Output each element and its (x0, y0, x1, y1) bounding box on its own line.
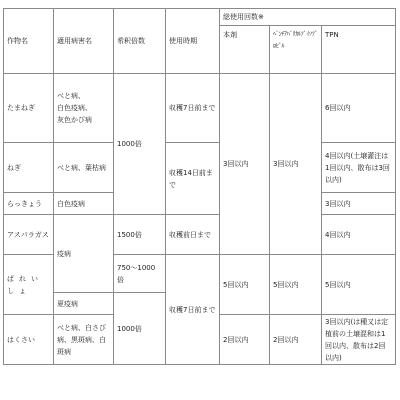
crop-rakkyo: らっきょう (4, 193, 54, 215)
this-agent-bareisho: 5回以内 (220, 255, 270, 315)
disease-negi: べと病、葉枯病 (54, 143, 114, 193)
disease-hakusai: べと病、白さび病、黒斑病、白斑病 (54, 315, 114, 365)
disease-tamanegi-line-1: べと病、 (57, 92, 85, 100)
disease-tamanegi-line-2: 白色疫病、 (57, 104, 92, 112)
timing-lower: 収穫7日前まで (166, 255, 220, 365)
crop-negi: ねぎ (4, 143, 54, 193)
tpn-negi: 4回以内(土壌灌注は1回以内、散布は3回以内) (322, 143, 396, 193)
this-agent-hakusai: 2回以内 (220, 315, 270, 365)
tpn-tamanegi: 6回以内 (322, 74, 396, 143)
benthiavalicarb-hakusai: 2回以内 (270, 315, 322, 365)
disease-tamanegi (54, 74, 114, 143)
tpn-bareisho: 5回以内 (322, 255, 396, 315)
dilution-1000-upper: 1000倍 (114, 74, 166, 215)
tpn-rakkyo: 3回以内 (322, 193, 396, 215)
tpn-asparagus: 4回以内 (322, 215, 396, 255)
tpn-hakusai: 3回以内(は種又は定植前の土壌混和は1回以内、散布は2回以内) (322, 315, 396, 365)
header-crop: 作物名 (4, 9, 54, 74)
header-disease: 適用病害名 (54, 9, 114, 74)
header-total-use: 総使用回数※ (220, 9, 396, 26)
crop-hakusai: はくさい (4, 315, 54, 365)
dilution-asparagus: 1500倍 (114, 215, 166, 255)
header-timing: 使用時期 (166, 9, 220, 74)
dilution-1000-lower: 1000倍 (114, 293, 166, 365)
timing-negi: 収穫14日前まで (166, 143, 220, 215)
benthiavalicarb-upper: 3回以内 (270, 74, 322, 255)
header-tpn: TPN (322, 26, 396, 74)
crop-bareisho: ばれいしょ (4, 255, 54, 315)
crop-tamanegi: たまねぎ (4, 74, 54, 143)
header-this-agent: 本剤 (220, 26, 270, 74)
dilution-bareisho: 750～1000倍 (114, 255, 166, 293)
disease-natsueki: 夏疫病 (54, 293, 114, 315)
crop-asparagus: アスパラガス (4, 215, 54, 255)
disease-eki: 疫病 (54, 215, 114, 293)
disease-rakkyo: 白色疫病 (54, 193, 114, 215)
timing-asparagus: 収穫前日まで (166, 215, 220, 255)
pesticide-usage-table (3, 8, 396, 365)
disease-tamanegi-line-3: 灰色かび病 (57, 116, 92, 124)
header-dilution: 希釈倍数 (114, 9, 166, 74)
this-agent-upper: 3回以内 (220, 74, 270, 255)
header-benthiavalicarb: ﾍﾞﾝﾁｱﾊﾞﾘｶﾙﾌﾞｲｿﾌﾟﾛﾋﾟﾙ (270, 26, 322, 74)
benthiavalicarb-bareisho: 5回以内 (270, 255, 322, 315)
timing-tamanegi: 収穫7日前まで (166, 74, 220, 143)
